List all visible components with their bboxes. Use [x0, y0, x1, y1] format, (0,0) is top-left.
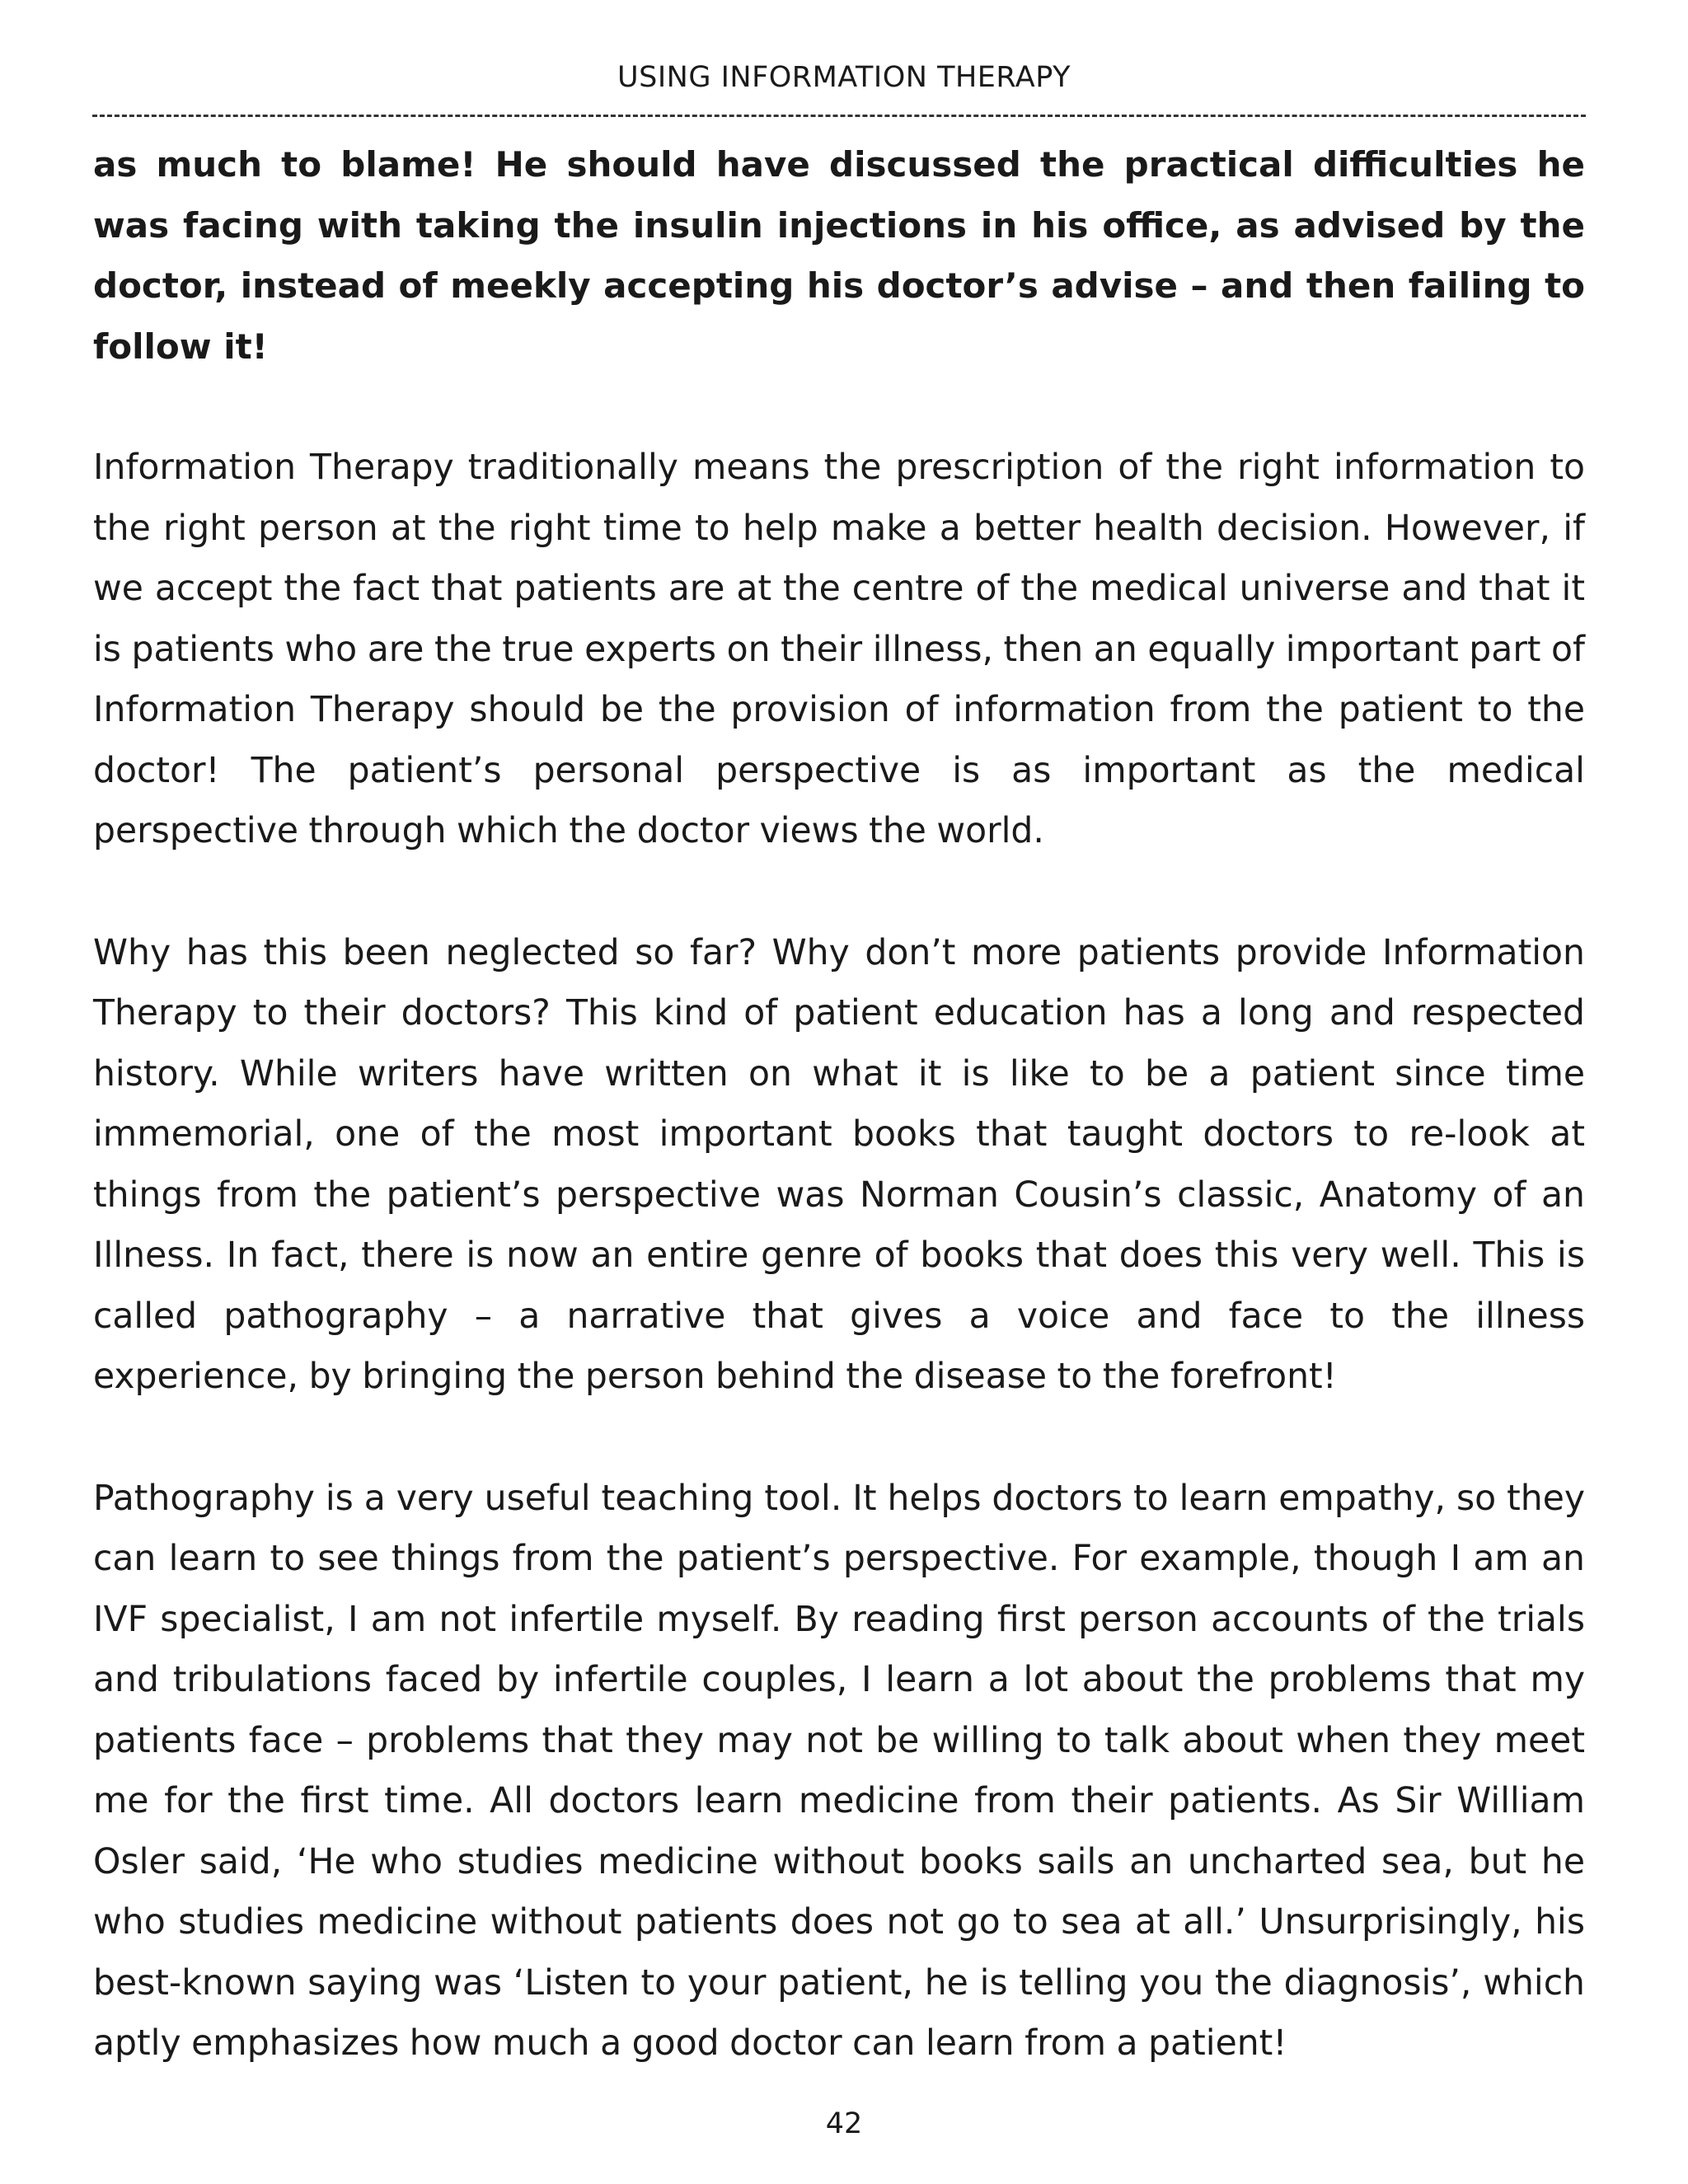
paragraph-lead: as much to blame! He should have discussed the practical difficulties he was facing with taking the insulin injections in his office, as advised by the doctor, instead of meekly accepting his doctor’s advise – and then failing to follow it! [93, 144, 1585, 367]
header-divider [92, 115, 1586, 117]
running-header: USING INFORMATION THERAPY [617, 61, 1071, 94]
page-number: 42 [825, 2107, 863, 2140]
page-body [93, 134, 1585, 2135]
paragraph-neglected: Why has this been neglected so far? Why don’t more patients provide Information Therapy to their doctors? This kind of patient education has a long and respected history. While writers have written on what it is like to be a patient since time immemorial, one of the most important books that taught doctors to re-look at things from the patient’s perspective was Norman Cousin’s classic, Anatomy of an Illness. In fact, there is now an entire genre of books that does this very well. This is called pathography – a narrative that gives a voice and face to the illness experience, by bringing the person behind the disease to the forefront! [93, 932, 1585, 1397]
paragraph-information-therapy: Information Therapy traditionally means the prescription of the right information to the right person at the right time to help make a better health decision. However, if we accept the fact that patients are at the centre of the medical universe and that it is patients who are the true experts on their illness, then an equally important part of Information Therapy should be the provision of information from the patient to the doctor! The patient’s personal perspective is as important as the medical perspective through which the doctor views the world. [93, 448, 1585, 851]
paragraph-pathography: Pathography is a very useful teaching tool. It helps doctors to learn empathy, so they can learn to see things from the patient’s perspective. For example, though I am an IVF specialist, I am not infertile myself. By reading first person accounts of the trials and tribulations faced by infertile couples, I learn a lot about the problems that my patients face – problems that they may not be willing to talk about when they meet me for the first time. All doctors learn medicine from their patients. As Sir William Osler said, ‘He who studies medicine without books sails an uncharted sea, but he who studies medicine without patients does not go to sea at all.’ Unsurprisingly, his best-known saying was ‘Listen to your patient, he is telling you the diagnosis’, which aptly emphasizes how much a good doctor can learn from a patient! [93, 1478, 1585, 2064]
